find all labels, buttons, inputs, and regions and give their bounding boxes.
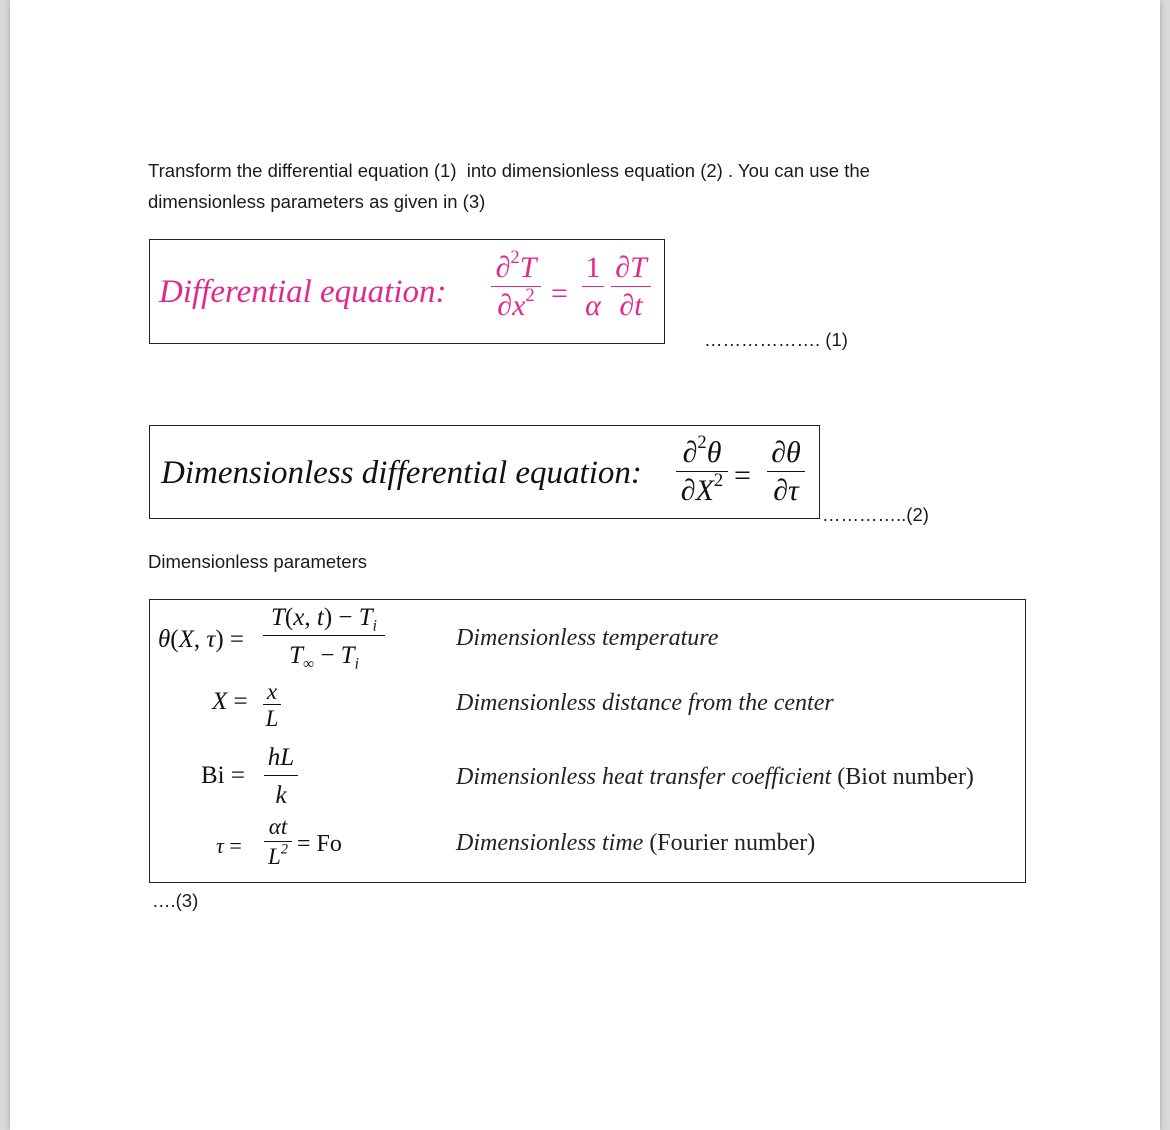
equation-1-label: Differential equation: [159, 274, 447, 310]
x-description: Dimensionless distance from the center [456, 690, 834, 716]
equation-2-rhs-fraction: ∂θ ∂τ [766, 438, 806, 506]
instruction-line-2: dimensionless parameters as given in (3) [148, 191, 486, 212]
equation-2-lhs-fraction: ∂$^2$θ $\partial X^2$ [674, 438, 730, 506]
equation-1-reference: ………………. (1) [704, 329, 848, 350]
x-fraction: x L [261, 680, 283, 730]
equation-1-equals: = [551, 277, 568, 310]
parameters-heading: Dimensionless parameters [148, 551, 368, 572]
x-lhs: X = [212, 688, 248, 715]
biot-description: Dimensionless heat transfer coefficient (Biot number) [456, 764, 974, 790]
instruction-line-1: Transform the differential equation (1) into dimensionless equation (2) . You can use the [148, 160, 870, 181]
tau-lhs: τ = [216, 833, 242, 858]
theta-fraction: T(x, $t) - T_i$ $T_\infty - T_i$ [262, 605, 386, 668]
differential-equation-box [149, 239, 665, 344]
equation-1-time-derivative: ∂T ∂t [610, 253, 652, 321]
tau-fraction: αt $L^2$ [263, 815, 293, 868]
tau-description: Dimensionless time (Fourier number) [456, 830, 816, 856]
equation-2-label: Dimensionless differential equation: [161, 455, 642, 491]
biot-fraction: hL k [263, 745, 299, 808]
equation-1-inverse-alpha: 1 α [580, 253, 606, 321]
parameters-reference: ….(3) [152, 890, 199, 911]
theta-description: Dimensionless temperature [456, 625, 719, 651]
document-page [10, 0, 1160, 1130]
equation-1-lhs-fraction: ∂$^2$T $\partial x^2$ [490, 253, 542, 321]
biot-lhs: Bi = [201, 762, 245, 789]
tau-fourier: = Fo [297, 831, 342, 857]
parameters-box [149, 599, 1026, 883]
theta-lhs: θ(X, τ) = [158, 626, 245, 653]
dimensionless-equation-box [149, 425, 820, 519]
equation-2-equals: = [734, 459, 751, 492]
equation-2-reference: …………..(2) [822, 504, 929, 525]
